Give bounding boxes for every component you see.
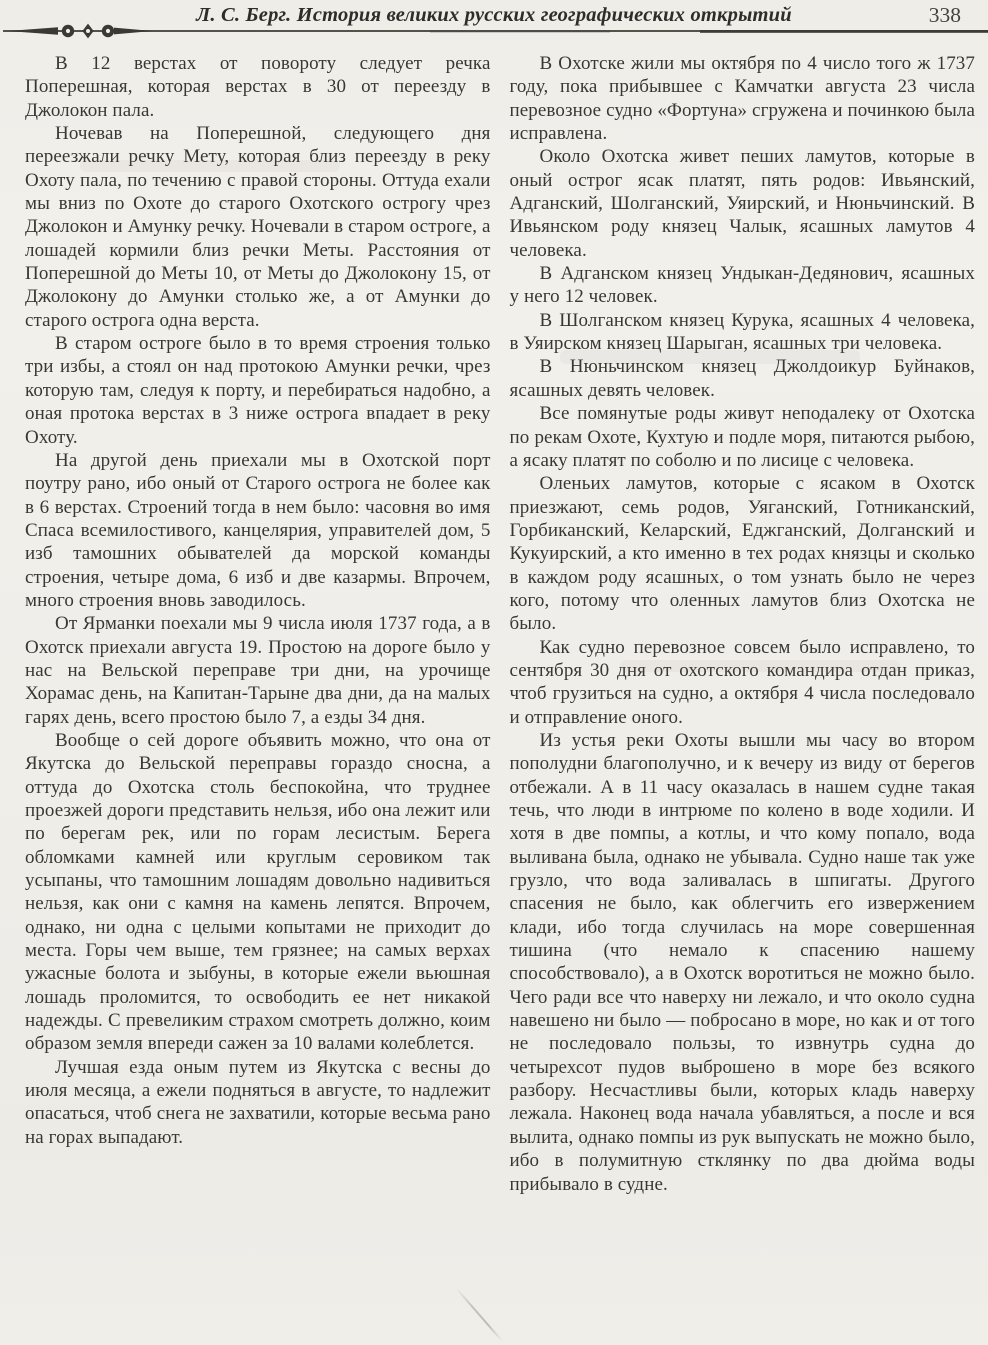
paragraph: В старом остроге было в то время строения только три избы, а стоял он над протокою Амунки речки, чрез которую там, следуя к порту, и перебираться надобно, а оная протока верстах в 3 ниже острога впадает в реку Охоту. bbox=[25, 333, 491, 448]
header-rule-ornament-icon bbox=[0, 22, 988, 40]
page-number: 338 bbox=[928, 3, 961, 27]
paragraph: Оленьих ламутов, которые с ясаком в Охотск приезжают, семь родов, Уяганский, Готниканский, Горбиканский, Келарский, Еджганский, Долганский и Кукуирский, а кто именно в тех родах князцы и сколько в каждом роду ясашных, о том узнать было не через кого, потому что оленных ламутов близ Охотска не было. bbox=[509, 473, 975, 635]
paragraph: Как судно перевозное совсем было исправлено, то сентября 30 дня от охотского командира отдан приказ, чтоб грузиться на судно, а октября 4 числа последовало и отправление оного. bbox=[509, 636, 975, 728]
paragraph: В Нюньчинском князец Джолдоикур Буйнаков, ясашных девять человек. bbox=[509, 356, 975, 401]
paragraph: Ночевав на Поперешной, следующего дня переезжали речку Мету, которая близ переезду в реку Охоту пала, по течению с правой стороны. Оттуда ехали мы вниз по Охоте до старого Охотского острогу чрез Джолокон и Амунку речку. Ночевали в старом остроге, а лошадей кормили близ речки Меты. Расстояния от Поперешной до Меты 10, от Меты до Джолокону 15, от Джолокону до Амунки столько же, а от Амунки до старого острога одна верста. bbox=[25, 123, 491, 331]
running-title: Л. С. Берг. История великих русских географических открытий bbox=[196, 4, 792, 26]
paragraph: В Охотске жили мы октября по 4 число того ж 1737 году, пока прибывшее с Камчатки августа 23 числа перевозное судно «Фортуна» сгружена и починкою была исправлена. bbox=[509, 53, 975, 145]
paragraph: Около Охотска живет пеших ламутов, которые в оный острог ясак платят, пять родов: Ивьянский, Адганский, Шолганский, Уяирский, и Нюньчинский. В Ивьянском роду князец Чалык, ясашных ламутов 4 человека. bbox=[509, 146, 975, 261]
paragraph: От Ярманки поехали мы 9 числа июля 1737 года, а в Охотск приехали августа 19. Простою на дороге было у нас на Вельской переправе три дни, на урочище Хорамас день, на Капитан-Тарыне два дни, да на малых гарях день, всего простою было 7, а езды 34 дня. bbox=[25, 613, 491, 728]
paragraph: В 12 верстах от повороту следует речка Поперешная, которая верстах в 30 от переезду в Джолокон пала. bbox=[25, 53, 491, 121]
paragraph: В Адганском князец Ундыкан-Дедянович, ясашных у него 12 человек. bbox=[509, 263, 975, 308]
paragraph: Все помянутые роды живут неподалеку от Охотска по рекам Охоте, Кухтую и подле моря, питаются рыбою, а ясаку платят по соболю и по лисице с человека. bbox=[509, 403, 975, 471]
text-column-left bbox=[25, 52, 491, 1345]
paragraph: Лучшая езда оным путем из Якутска с весны до июля месяца, а ежели подняться в августе, то надлежит опасаться, чтоб снега не захватили, которые весьма рано на горах выпадают. bbox=[25, 1056, 491, 1148]
paragraph: На другой день приехали мы в Охотской порт поутру рано, ибо оный от Старого острога не более как в 6 верстах. Строений тогда в нем было: часовня во имя Спаса всемилостивого, канцелярия, управителей дом, 5 изб тамошних обывателей да морской команды строения, четыре дома, 6 изб и две казармы. Впрочем, много строения вновь заводилось. bbox=[25, 449, 491, 611]
text-columns bbox=[25, 52, 975, 1345]
text-column-right bbox=[510, 52, 976, 1345]
paragraph: В Шолганском князец Курука, ясашных 4 человека, в Уяирском князец Шарыган, ясашных три человека. bbox=[509, 309, 975, 355]
paragraph: Вообще о сей дороге объявить можно, что она от Якутска до Вельской переправы гораздо сносна, а оттуда до Охотска столь беспокойна, что труднее проезжей дороги представить нельзя, ибо она лежит или по берегам рек, или по горам лесистым. Берега обломками камней или круглым серовиком так усыпаны, что тамошним лошадям довольно надивиться нельзя, как они с камня на камень лепятся. Впрочем, однако, ни одна с целыми копытами не приходит до места. Горы чем выше, тем грязнее; на самых верхах ужасные болота и зыбуны, в которые ежели вьюшная лошадь проломится, то освободить ее нет никакой надежды. С превеликим страхом смотреть должно, коим образом земля впереди сажен за 10 валами колеблется. bbox=[25, 729, 491, 1055]
paragraph: Из устья реки Охоты вышли мы часу во втором пополудни благополучно, и к вечеру из виду от берегов отбежали. А в 11 часу оказалась в нашем судне такая течь, что люди в интрюме по колено в воде ходили. И хотя в две помпы, а котлы, и что кому попало, вода выливана была, однако не убывала. Судно наше так уже грузло, что вода заливалась в шпигаты. Другого спасения не было, как облегчить его извержением клади, ибо тогда случилась на море совершенная тишина (что немало к спасению нашему способствовало), а в Охотск воротиться не можно было. Чего ради все что наверху ни лежало, и что около судна навешено ни было — побросано в море, но как и от того не последовало пользы, то извнутрь судна до четырехсот пудов выброшено в море без всякого разбору. Несчастливы были, которых кладь наверху лежала. Наконец вода начала убавляться, а после и вся вылита, однако помпы из рук выпускать не можно было, ибо в полумитную стклянку по два дюйма воды прибывало в судне. bbox=[509, 729, 975, 1195]
